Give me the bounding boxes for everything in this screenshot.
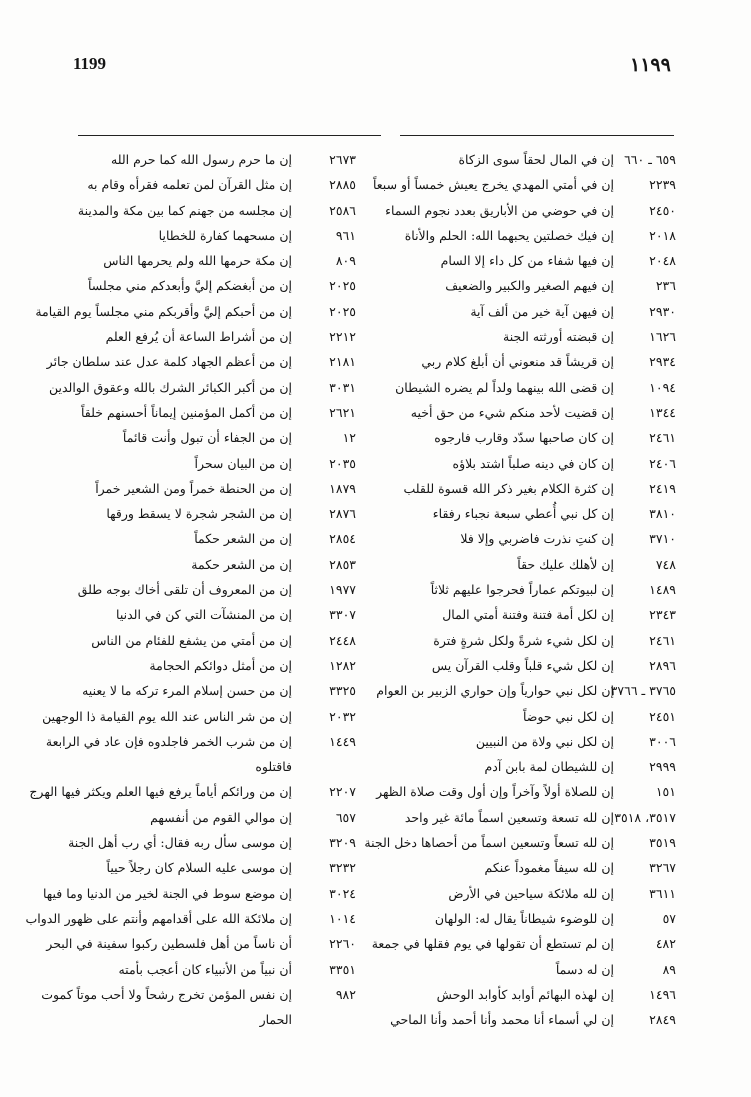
hadith-text: إن للصلاة أولاً وآخراً وإن أول وقت صلاة الظهر <box>376 784 614 800</box>
index-entry <box>26 147 356 172</box>
index-entry <box>376 855 676 880</box>
index-entry <box>376 957 676 982</box>
hadith-number: ١٢ <box>342 430 356 446</box>
hadith-text: إن قبضته أورثته الجنة <box>503 329 614 345</box>
index-entry <box>26 704 356 729</box>
hadith-text: إن لهذه البهائم أوابد كأوابد الوحش <box>436 986 614 1002</box>
index-entry <box>26 198 356 223</box>
hadith-text: إن في المال لحقاً سوى الزكاة <box>458 152 614 167</box>
hadith-number: ٢٨٥٣ <box>329 556 356 572</box>
hadith-number: ٢٨٨٥ <box>329 177 356 193</box>
index-entry <box>376 881 676 906</box>
hadith-number: ٣٣٥١ <box>329 961 356 977</box>
hadith-number: ١٥١ <box>655 784 676 800</box>
index-entry <box>376 577 676 602</box>
header-rule-left <box>78 135 381 136</box>
hadith-text: إن فيك خصلتين يحبهما الله: الحلم والأناة <box>404 227 614 243</box>
index-entry <box>371 931 676 956</box>
hadith-text: إن نفس المؤمن تخرج رشحاً ولا أحب موتاً كموت الحمار <box>41 986 292 1028</box>
hadith-number: ١٤٤٩ <box>329 733 356 749</box>
index-entry <box>26 628 356 653</box>
index-entry <box>376 779 676 804</box>
index-entry <box>376 678 676 703</box>
hadith-number: ٤٨٢ <box>655 936 676 952</box>
hadith-number: ٢٨٥٤ <box>329 531 356 547</box>
page-number-latin: 1199 <box>73 54 107 73</box>
index-entry <box>376 805 676 830</box>
hadith-number: ١٤٩٦ <box>649 986 676 1002</box>
hadith-text: إن قضيت لأحد منكم شيء من حق أخيه <box>410 404 614 420</box>
hadith-text: إن لله سيفاً مغموداً عنكم <box>484 860 614 876</box>
hadith-number: ١٢٨٢ <box>329 657 356 673</box>
hadith-number: ١٩٧٧ <box>329 582 356 598</box>
hadith-text: إن لأهلك عليك حقاً <box>517 556 614 572</box>
hadith-number: ٣٢٠٩ <box>329 835 356 851</box>
index-entry <box>376 754 676 779</box>
hadith-number: ١٦٢٦ <box>649 329 676 345</box>
hadith-number: ٢٢١٢ <box>329 329 356 345</box>
hadith-number: ٢٦٧٣ <box>329 152 356 167</box>
hadith-text: إن قضى الله بينهما ولداً لم يضره الشيطان <box>395 379 614 395</box>
index-entry <box>26 349 356 374</box>
hadith-number: ٢٠٢٥ <box>329 278 356 294</box>
hadith-text: إن من الشعر حكمة <box>191 556 292 572</box>
index-entry <box>376 349 676 374</box>
hadith-number: ٢٤٤٨ <box>329 632 356 648</box>
hadith-text: إن من المنشآت التي كن في الدنيا <box>116 607 292 623</box>
index-entry <box>376 628 676 653</box>
hadith-number: ٢٥٨٦ <box>329 202 356 218</box>
index-entry <box>376 451 676 476</box>
hadith-text: إن كل نبي أُعطي سبعة نجباء رفقاء <box>432 506 614 522</box>
hadith-number: ٣٥١٩ <box>649 835 676 851</box>
index-entry <box>376 273 676 298</box>
hadith-text: أن نبياً من الأنبياء كان أعجب بأمته <box>118 961 292 977</box>
index-entry <box>376 653 676 678</box>
index-entry <box>376 375 676 400</box>
hadith-number: ٢٨٩٦ <box>649 657 676 673</box>
index-entry <box>376 248 676 273</box>
hadith-text: إن من شرب الخمر فاجلدوه فإن عاد في الرابعة فاقتلوه <box>45 733 292 775</box>
hadith-text: إن من أحبكم إليَّ وأقربكم مني مجلساً يوم القيامة <box>35 303 292 319</box>
hadith-number: ٨٩ <box>662 961 676 977</box>
hadith-number: ٢١٨١ <box>329 354 356 370</box>
hadith-number: ٢٦٢١ <box>329 404 356 420</box>
index-entry <box>376 501 676 526</box>
hadith-number: ٣٠٣١ <box>329 379 356 395</box>
hadith-text: إن له دسماً <box>555 961 614 977</box>
hadith-text: إن في أمتي المهدي يخرج يعيش خمساً أو سبعاً <box>372 177 614 193</box>
index-entry <box>376 552 676 577</box>
index-entry <box>26 501 356 526</box>
hadith-number: ١٣٤٤ <box>649 404 676 420</box>
hadith-text: إن موسى عليه السلام كان رجلاً حيياً <box>106 860 292 876</box>
index-entry <box>376 223 676 248</box>
hadith-text: إن لكل شيء شرةً ولكل شرةٍ فترة <box>433 632 614 648</box>
hadith-text: إن لله تسعة وتسعين اسماً مائة غير واحد <box>404 809 614 825</box>
hadith-number: ٨٠٩ <box>335 253 356 269</box>
index-entry <box>376 324 676 349</box>
hadith-text: إن من الجفاء أن تبول وأنت قائماً <box>122 430 292 446</box>
index-entry <box>376 729 676 754</box>
hadith-number: ٣٠٢٤ <box>329 885 356 901</box>
hadith-number: ٢٤١٩ <box>649 480 676 496</box>
index-entry <box>26 577 356 602</box>
hadith-number: ٢٢٦٠ <box>329 936 356 952</box>
index-entry <box>26 324 356 349</box>
hadith-number: ١٠١٤ <box>329 910 356 926</box>
index-entry <box>376 425 676 450</box>
hadith-text: إن من أمثل دوائكم الحجامة <box>149 657 292 673</box>
index-entry <box>26 552 356 577</box>
hadith-text: إن للوضوء شيطاناً يقال له: الولهان <box>434 910 614 926</box>
hadith-number: ٦٥٩ ـ ٦٦٠ <box>624 152 676 167</box>
index-entry <box>26 299 356 324</box>
index-entry <box>26 602 356 627</box>
hadith-number: ٢٤٦١ <box>649 430 676 446</box>
hadith-text: إن لكل نبي ولاة من النبيين <box>475 733 614 749</box>
hadith-number: ٣٧١٠ <box>649 531 676 547</box>
hadith-number: ٩٦١ <box>335 227 356 243</box>
index-column-right <box>364 147 676 1032</box>
hadith-number: ٢٣٤٣ <box>649 607 676 623</box>
hadith-text: إن مكة حرمها الله ولم يحرمها الناس <box>103 253 292 269</box>
hadith-text: إن كنتِ نذرت فاضربي وإلا فلا <box>460 531 614 547</box>
index-entry <box>26 906 356 931</box>
hadith-text: إن من البيان سحراً <box>194 455 292 471</box>
hadith-text: إن من أشراط الساعة أن يُرفع العلم <box>105 329 292 345</box>
hadith-text: إن لي أسماء أنا محمد وأنا أحمد وأنا الماحي <box>390 1012 614 1028</box>
index-entry <box>26 653 356 678</box>
hadith-text: إن مثل القرآن لمن تعلمه فقرأه وقام به <box>87 177 292 193</box>
hadith-text: إن من أكمل المؤمنين إيماناً أحسنهم خلقاً <box>80 404 292 420</box>
index-entry <box>26 982 356 1033</box>
hadith-number: ٢٨٤٩ <box>649 1012 676 1028</box>
index-entry <box>376 526 676 551</box>
hadith-number: ٢٤٦١ <box>649 632 676 648</box>
hadith-text: إن فيهن آية خير من ألف آية <box>470 303 614 319</box>
hadith-number: ٣٣٢٥ <box>329 683 356 699</box>
hadith-text: إن لكل نبي حوضاً <box>522 708 614 724</box>
hadith-text: إن من أكبر الكبائر الشرك بالله وعقوق الوالدين <box>48 379 292 395</box>
hadith-text: إن للشيطان لمة بابن آدم <box>484 759 614 775</box>
hadith-text: إن كان صاحبها سدّد وقارب فارجوه <box>434 430 614 446</box>
index-entry <box>26 957 356 982</box>
hadith-text: إن من شر الناس عند الله يوم القيامة ذا الوجهين <box>42 708 292 724</box>
hadith-text: إن لكل نبي حوارياً وإن حواري الزبير بن العوام <box>376 683 614 699</box>
hadith-text: إن قريشاً قد منعوني أن أبلغ كلام ربي <box>421 354 614 370</box>
hadith-number: ٣٦١١ <box>649 885 676 901</box>
hadith-number: ١٤٨٩ <box>649 582 676 598</box>
hadith-number: ٢٠٣٢ <box>329 708 356 724</box>
hadith-number: ٢٠٣٥ <box>329 455 356 471</box>
hadith-text: إن كثرة الكلام بغير ذكر الله قسوة للقلب <box>403 480 614 496</box>
hadith-text: إن مسحهما كفارة للخطايا <box>158 227 292 243</box>
index-entry <box>26 425 356 450</box>
index-entry <box>372 172 676 197</box>
index-entry <box>376 299 676 324</box>
hadith-number: ٢٨٧٦ <box>329 506 356 522</box>
hadith-number: ٢٢٠٧ <box>329 784 356 800</box>
hadith-number: ٢٠٢٥ <box>329 303 356 319</box>
hadith-text: إن لبيوتكم عماراً فحرجوا عليهم ثلاثاً <box>430 582 614 598</box>
index-entry <box>26 855 356 880</box>
hadith-text: إن مجلسه من جهنم كما بين مكة والمدينة <box>77 202 292 218</box>
hadith-text: إن ما حرم رسول الله كما حرم الله <box>111 152 292 167</box>
hadith-number: ٦٥٧ <box>335 809 356 825</box>
hadith-number: ٢٤٠٦ <box>649 455 676 471</box>
index-entry <box>26 248 356 273</box>
hadith-number: ٢٩٣٤ <box>649 354 676 370</box>
hadith-number: ٢٣٦ <box>655 278 676 294</box>
hadith-number: ٢٩٩٩ <box>649 759 676 775</box>
hadith-number: ٥٧ <box>662 910 676 926</box>
hadith-text: إن ملائكة الله على أقدامهم وأنتم على ظهور الدواب <box>25 910 292 926</box>
index-entry <box>376 602 676 627</box>
index-entry <box>376 704 676 729</box>
hadith-text: إن من حسن إسلام المرء تركه ما لا يعنيه <box>82 683 292 699</box>
hadith-number: ٣٢٦٧ <box>649 860 676 876</box>
hadith-text: إن موالي القوم من أنفسهم <box>150 809 292 825</box>
hadith-number: ٢٩٣٠ <box>649 303 676 319</box>
index-entry <box>26 273 356 298</box>
hadith-number: ١٠٩٤ <box>649 379 676 395</box>
index-entry <box>376 147 676 172</box>
hadith-text: إن من الحنطة خمراً ومن الشعير خمراً <box>95 480 292 496</box>
hadith-text: أن ناساً من أهل فلسطين ركبوا سفينة في البحر <box>46 936 292 952</box>
hadith-text: إن لله ملائكة سياحين في الأرض <box>448 885 614 901</box>
index-entry <box>376 982 676 1007</box>
page-number-arabic: ١١٩٩ <box>630 54 671 76</box>
index-entry <box>26 400 356 425</box>
hadith-text: إن موضع سوط في الجنة لخير من الدنيا وما فيها <box>42 885 292 901</box>
hadith-text: إن من أبغضكم إليَّ وأبعدكم مني مجلساً <box>87 278 292 294</box>
hadith-text: إن لكل شيء قلباً وقلب القرآن يس <box>431 657 614 673</box>
index-entry <box>364 830 676 855</box>
index-entry <box>26 779 356 804</box>
index-entry <box>376 906 676 931</box>
hadith-number: ٢٠١٨ <box>649 227 676 243</box>
index-entry <box>26 476 356 501</box>
header-rule-right <box>400 135 674 136</box>
hadith-text: إن لله تسعاً وتسعين اسماً من أحصاها دخل الجنة <box>364 835 614 851</box>
hadith-text: إن كان في دينه صلباً اشتد بلاؤه <box>452 455 614 471</box>
hadith-text: إن من ورائكم أياماً يرفع فيها العلم ويكثر فيها الهرج <box>29 784 292 800</box>
index-entry <box>26 526 356 551</box>
hadith-number: ٣٠٠٦ <box>649 733 676 749</box>
hadith-text: إن من أعظم الجهاد كلمة عدل عند سلطان جائر <box>46 354 292 370</box>
index-entry <box>376 1007 676 1032</box>
index-column-left <box>26 147 356 1032</box>
index-entry <box>376 198 676 223</box>
index-entry <box>26 451 356 476</box>
index-entry <box>376 476 676 501</box>
index-entry <box>26 931 356 956</box>
hadith-text: إن من الشعر حكماً <box>194 531 292 547</box>
index-entry <box>26 223 356 248</box>
index-entry <box>26 172 356 197</box>
index-entry <box>26 830 356 855</box>
hadith-number: ٧٤٨ <box>655 556 676 572</box>
index-entry <box>26 805 356 830</box>
hadith-number: ٣٨١٠ <box>649 506 676 522</box>
hadith-text: إن لكل أمة فتنة وفتنة أمتي المال <box>442 607 614 623</box>
hadith-text: إن من الشجر شجرة لا يسقط ورقها <box>106 506 292 522</box>
hadith-text: إن من أمتي من يشفع للفئام من الناس <box>91 632 292 648</box>
hadith-text: إن من المعروف أن تلقى أخاك بوجه طلق <box>77 582 292 598</box>
hadith-number: ٣٧٦٥ ـ ٣٧٦٦ <box>610 683 676 699</box>
hadith-number: ٣٥١٧، ٣٥١٨ <box>614 809 676 825</box>
hadith-number: ٢٢٣٩ <box>649 177 676 193</box>
hadith-text: إن فيهم الصغير والكبير والضعيف <box>445 278 614 294</box>
hadith-number: ٢٤٥٠ <box>649 202 676 218</box>
hadith-number: ٣٢٣٢ <box>329 860 356 876</box>
hadith-text: إن فيها شفاء من كل داء إلا السام <box>440 253 614 269</box>
hadith-text: إن في حوضي من الأباريق بعدد نجوم السماء <box>385 202 614 218</box>
hadith-text: إن موسى سأل ربه فقال: أي رب أهل الجنة <box>68 835 292 851</box>
hadith-number: ٩٨٢ <box>335 986 356 1002</box>
hadith-text: إن لم تستطع أن تقولها في يوم فقلها في جمعة <box>371 936 614 952</box>
index-entry <box>26 729 356 780</box>
hadith-number: ٣٣٠٧ <box>329 607 356 623</box>
hadith-number: ٢٤٥١ <box>649 708 676 724</box>
index-entry <box>376 400 676 425</box>
index-entry <box>26 881 356 906</box>
index-entry <box>26 375 356 400</box>
index-entry <box>26 678 356 703</box>
hadith-number: ٢٠٤٨ <box>649 253 676 269</box>
hadith-number: ١٨٧٩ <box>329 480 356 496</box>
